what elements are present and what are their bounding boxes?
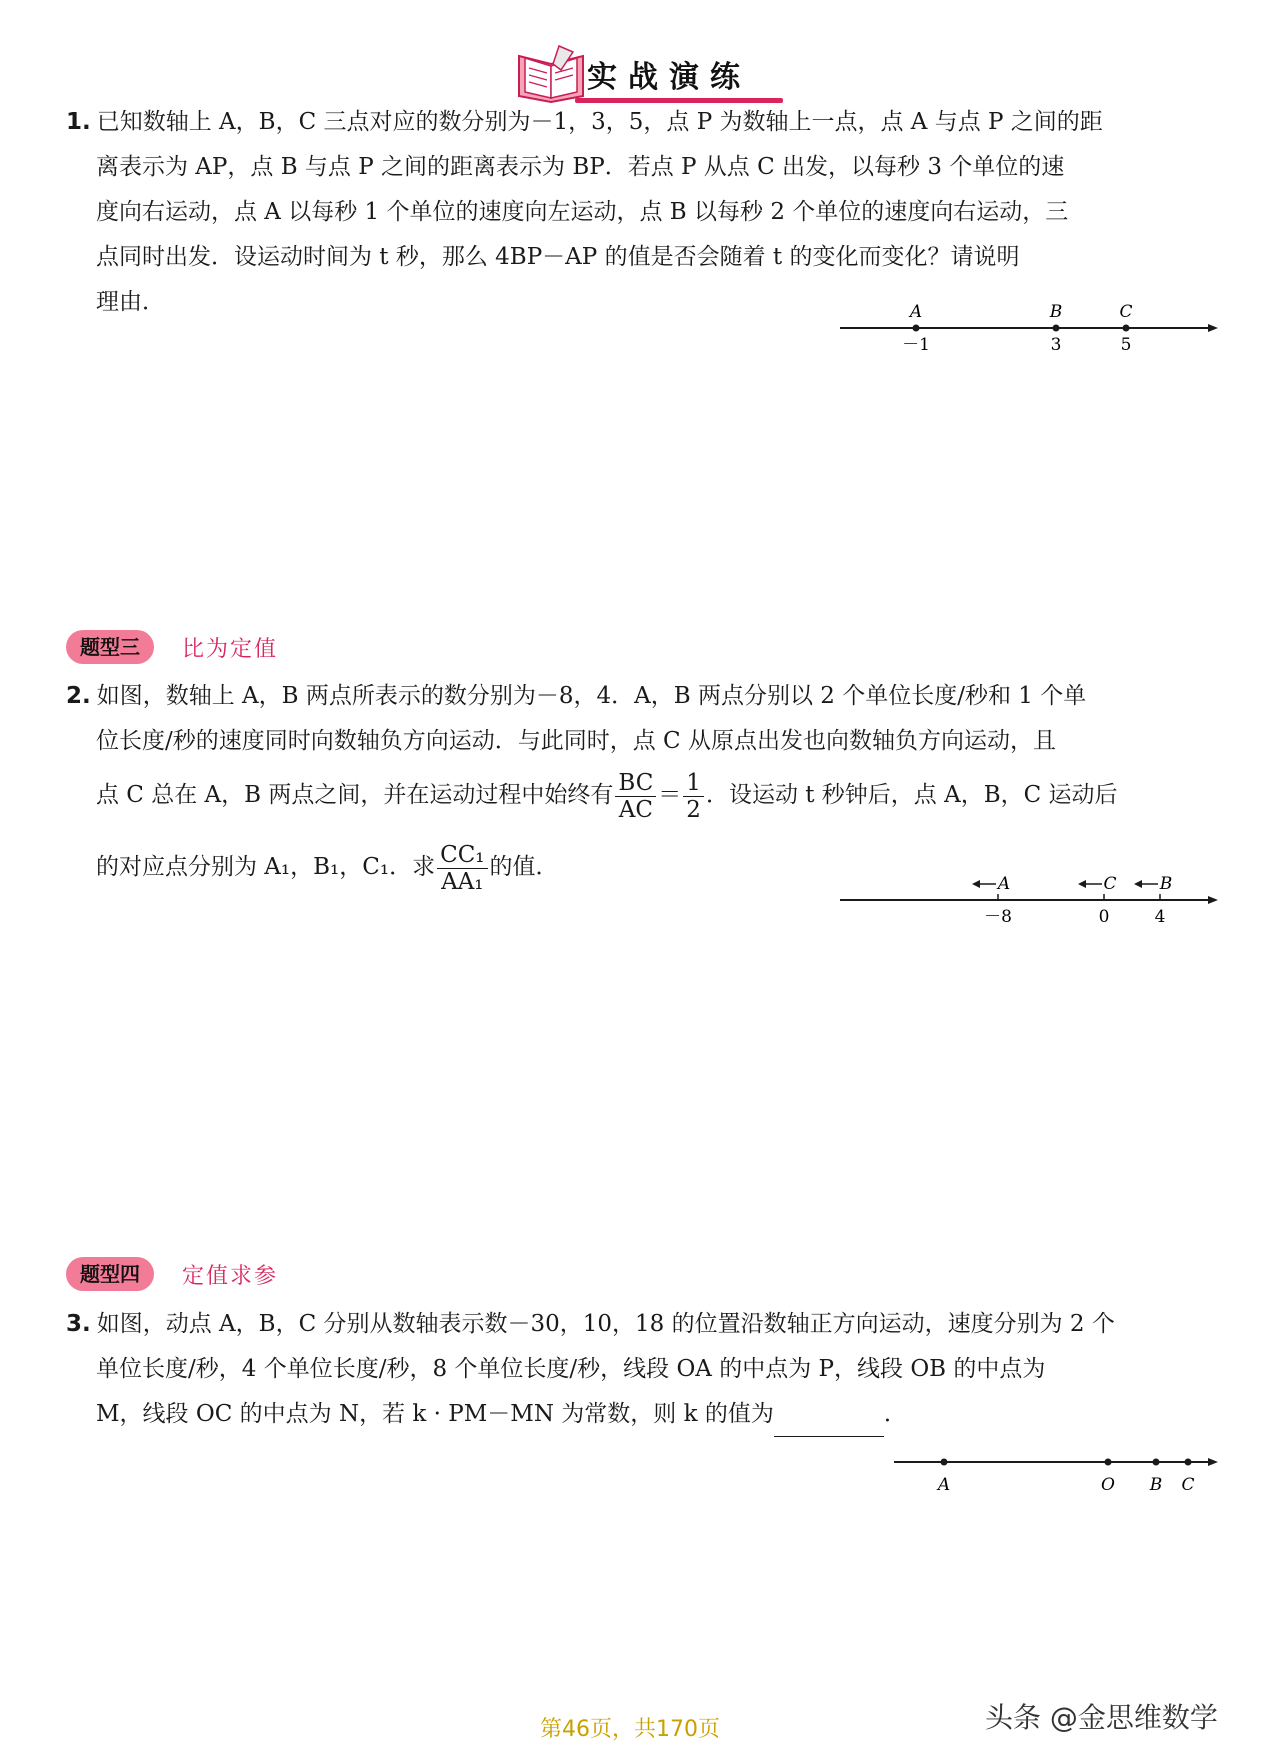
section-heading bbox=[66, 1257, 278, 1293]
tick-label: 5 bbox=[1120, 335, 1132, 355]
problem-text-line: 位长度/秒的速度同时向数轴负方向运动．与此同时，点 C 从原点出发也向数轴负方向运动，且 bbox=[96, 728, 1056, 754]
section-badge: 题型三 bbox=[66, 630, 154, 664]
problem-text-line: 已知数轴上 A，B，C 三点对应的数分别为－1，3，5，点 P 为数轴上一点，点 A 与点 P 之间的距 bbox=[96, 109, 1103, 135]
problem-text-line bbox=[66, 764, 1234, 826]
fraction-denominator: 2 bbox=[686, 796, 701, 823]
equals-sign: ＝ bbox=[658, 782, 682, 808]
point-b bbox=[1053, 325, 1060, 332]
point-label: B bbox=[1149, 1475, 1163, 1495]
section-heading bbox=[66, 630, 278, 666]
text-segment: 的值． bbox=[489, 854, 559, 880]
section-title: 定值求参 bbox=[182, 1263, 279, 1289]
number-line-diagram bbox=[820, 866, 1220, 928]
point-label: B bbox=[1049, 302, 1063, 322]
fraction-numerator: BC bbox=[615, 770, 656, 797]
point-label: A bbox=[909, 302, 923, 322]
problem-text-line bbox=[66, 1392, 1234, 1437]
fraction-numerator: CC₁ bbox=[437, 842, 487, 869]
problem-text-line: 如图，动点 A，B，C 分别从数轴表示数－30，10，18 的位置沿数轴正方向运动，速度分别为 2 个 bbox=[96, 1311, 1115, 1337]
header-title: 实战演练 bbox=[587, 60, 751, 95]
problem-text-line: 离表示为 AP，点 B 与点 P 之间的距离表示为 BP．若点 P 从点 C 出发，以每秒 3 个单位的速 bbox=[96, 154, 1065, 180]
problem-number: 2. bbox=[66, 683, 91, 709]
tick-label: 3 bbox=[1050, 335, 1062, 355]
fraction-one-half bbox=[683, 770, 704, 823]
point-c bbox=[1123, 325, 1130, 332]
book-icon bbox=[515, 42, 587, 104]
problem-number: 3. bbox=[66, 1311, 91, 1337]
problem-text-line: 单位长度/秒，4 个单位长度/秒，8 个单位长度/秒，线段 OA 的中点为 P，线段 OB 的中点为 bbox=[96, 1356, 1046, 1382]
point-label: C bbox=[1119, 302, 1133, 322]
tick-label: －1 bbox=[902, 335, 930, 355]
fraction-cc1-aa1 bbox=[437, 842, 487, 895]
text-segment: ．设运动 t 秒钟后，点 A，B，C 运动后 bbox=[705, 782, 1118, 808]
fraction-denominator: AA₁ bbox=[441, 868, 484, 895]
problem-number: 1. bbox=[66, 109, 91, 135]
axis-arrow bbox=[1208, 1458, 1218, 1466]
axis-arrow bbox=[1208, 896, 1218, 904]
left-arrow-icon bbox=[1134, 880, 1142, 888]
number-line-diagram bbox=[820, 298, 1220, 358]
problem-text-line: 点同时出发．设运动时间为 t 秒，那么 4BP－AP 的值是否会随着 t 的变化而变化？请说明 bbox=[96, 244, 1020, 270]
text-segment: M，线段 OC 的中点为 N，若 k · PM－MN 为常数，则 k 的值为 bbox=[96, 1401, 774, 1427]
point-label: B bbox=[1159, 874, 1173, 894]
point-label: A bbox=[997, 874, 1011, 894]
point-a bbox=[941, 1459, 948, 1466]
page-footer: 第46页，共170页 bbox=[540, 1717, 720, 1742]
text-segment: 点 C 总在 A，B 两点之间，并在运动过程中始终有 bbox=[96, 782, 614, 808]
text-segment: 的对应点分别为 A₁，B₁，C₁．求 bbox=[96, 854, 436, 880]
point-label: O bbox=[1101, 1475, 1115, 1495]
point-o bbox=[1105, 1459, 1112, 1466]
problem-text-line: 度向右运动，点 A 以每秒 1 个单位的速度向左运动，点 B 以每秒 2 个单位的速度向右运动，三 bbox=[96, 199, 1069, 225]
tick-label: 4 bbox=[1154, 907, 1166, 927]
fraction-bc-ac bbox=[615, 770, 656, 823]
fraction-numerator: 1 bbox=[683, 770, 704, 797]
point-a bbox=[913, 325, 920, 332]
tick-label: 0 bbox=[1098, 907, 1110, 927]
number-line-diagram bbox=[880, 1448, 1220, 1498]
point-label: C bbox=[1181, 1475, 1195, 1495]
left-arrow-icon bbox=[972, 880, 980, 888]
problem-3 bbox=[66, 1302, 1234, 1437]
answer-blank[interactable] bbox=[774, 1410, 884, 1437]
section-title: 比为定值 bbox=[182, 636, 279, 662]
problem-text-line: 理由． bbox=[96, 289, 165, 315]
fraction-denominator: AC bbox=[618, 796, 653, 823]
point-label: C bbox=[1103, 874, 1117, 894]
watermark: 头条 @金思维数学 bbox=[985, 1701, 1218, 1734]
text-segment: ． bbox=[883, 1401, 907, 1427]
axis-arrow bbox=[1208, 324, 1218, 332]
section-header bbox=[515, 42, 785, 108]
point-c bbox=[1185, 1459, 1192, 1466]
tick-label: －8 bbox=[984, 907, 1012, 927]
point-b bbox=[1153, 1459, 1160, 1466]
section-badge: 题型四 bbox=[66, 1257, 154, 1291]
problem-text-line: 如图，数轴上 A，B 两点所表示的数分别为－8，4．A，B 两点分别以 2 个单位长度/秒和 1 个单 bbox=[96, 683, 1087, 709]
point-label: A bbox=[937, 1475, 951, 1495]
problem-1 bbox=[66, 100, 1234, 325]
left-arrow-icon bbox=[1078, 880, 1086, 888]
